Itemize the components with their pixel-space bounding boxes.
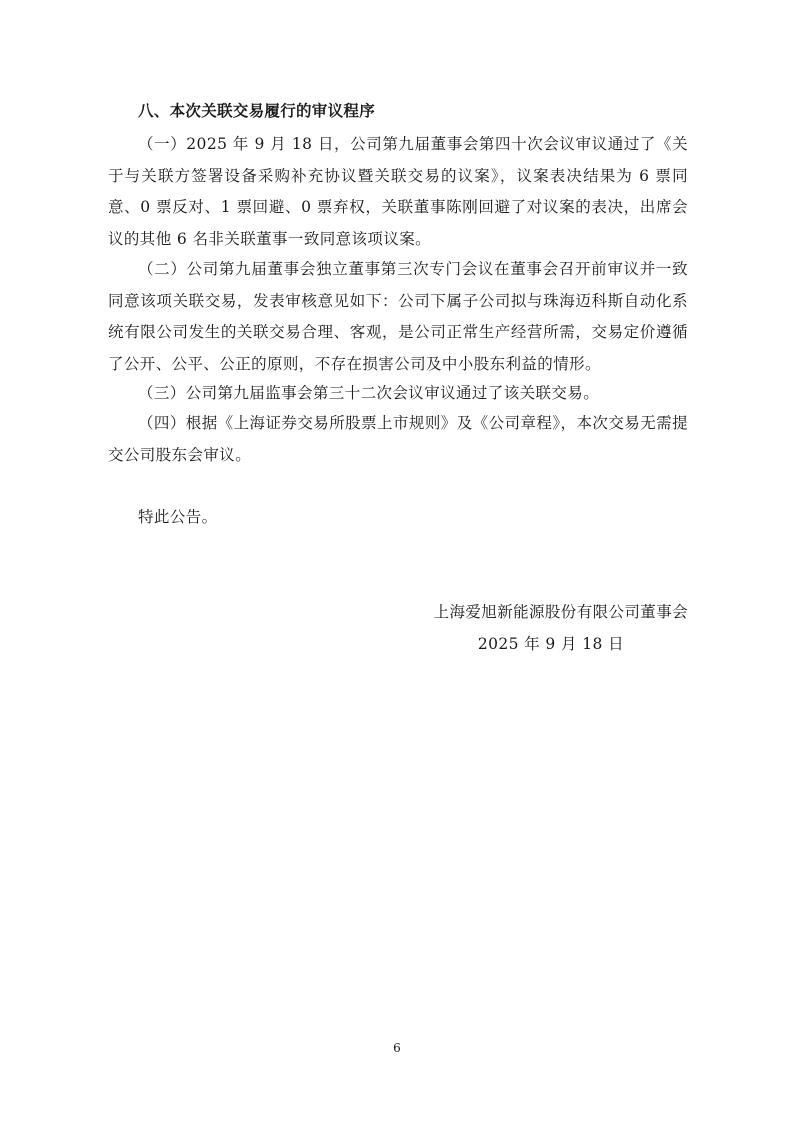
paragraph-4: （四）根据《上海证券交易所股票上市规则》及《公司章程》，本次交易无需提交公司股东会审议。	[108, 414, 688, 464]
page-number: 6	[393, 1041, 401, 1055]
section-heading: 八、本次关联交易履行的审议程序	[138, 102, 376, 120]
closing-remark: 特此公告。	[138, 508, 218, 526]
signer: 上海爱旭新能源股份有限公司董事会	[433, 603, 688, 621]
paragraph-2: （二）公司第九届董事会独立董事第三次专门会议在董事会召开前审议并一致同意该项关联交易，发表审核意见如下：公司下属子公司拟与珠海迈科斯自动化系统有限公司发生的关联交易合理、客观，是公司正常生产经营所需，交易定价遵循了公开、公平、公正的原则，不存在损害公司及中小股东利益的情形。	[108, 260, 688, 373]
paragraph-3: （三）公司第九届监事会第三十二次会议审议通过了该关联交易。	[138, 384, 600, 402]
paragraph-1: （一）2025 年 9 月 18 日，公司第九届董事会第四十次会议审议通过了《关于与关联方签署设备采购补充协议暨关联交易的议案》，议案表决结果为 6 票同意、0 票反对、1 票回避、0 票弃权，关联董事陈刚回避了对议案的表决，出席会议的其他 6 名非关联董事一致同意该项议案。	[108, 135, 688, 248]
sign-date: 2025 年 9 月 18 日	[477, 635, 624, 653]
